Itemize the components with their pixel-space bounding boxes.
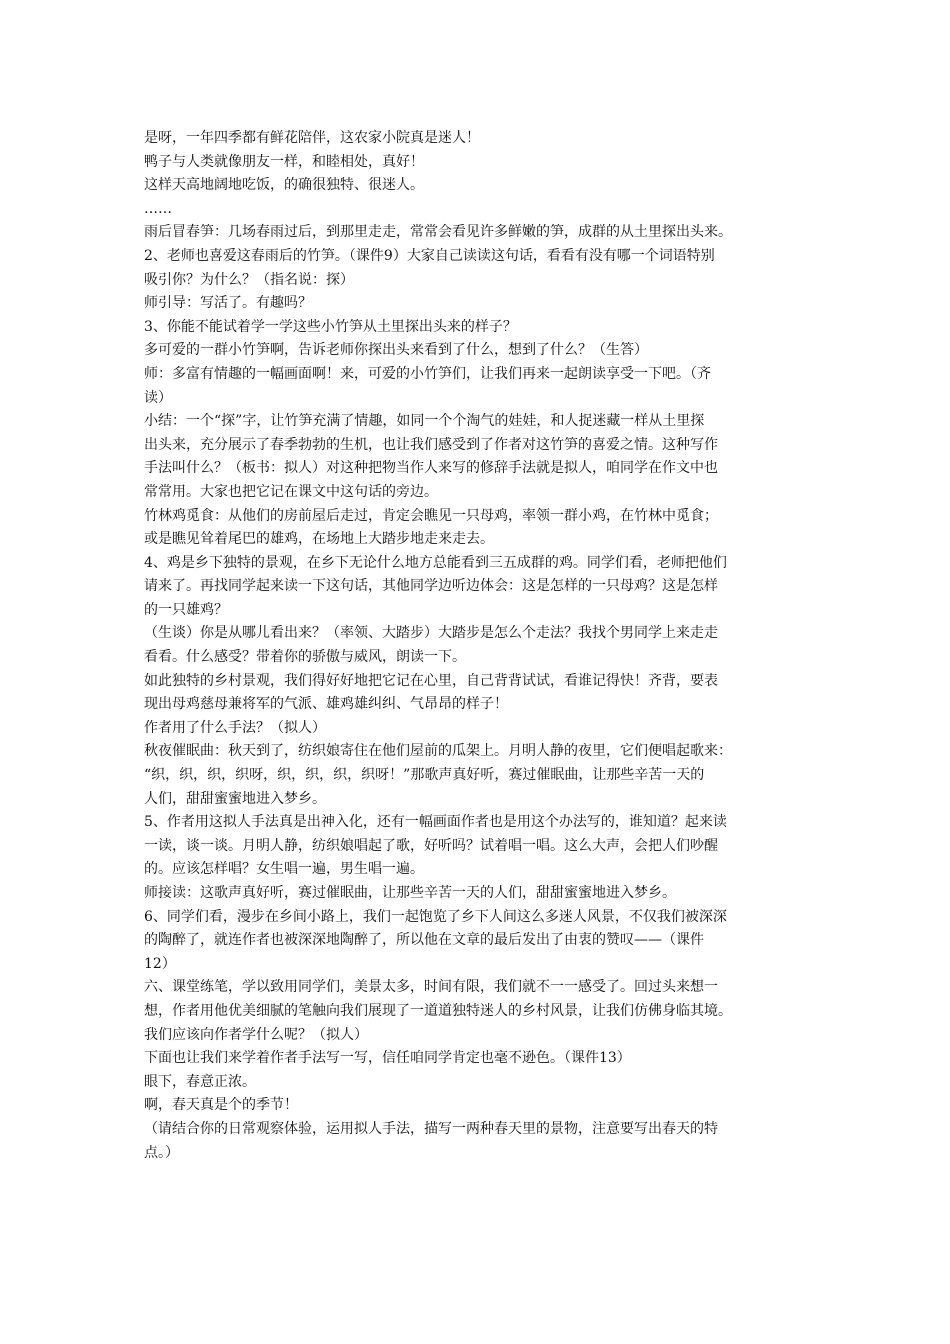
text-line: 5、作者用这拟人手法真是出神入化，还有一幅画面作者也是用这个办法写的，谁知道？起来读 <box>144 814 727 831</box>
text-line: 请来了。再找同学起来读一下这句话，其他同学边听边体会：这是怎样的一只母鸡？这是怎样 <box>144 578 718 595</box>
text-line: 3、你能不能试着学一学这些小竹笋从土里探出头来的样子？ <box>144 318 517 335</box>
text-line: 我们应该向作者学什么呢？（拟人） <box>144 1026 368 1043</box>
text-line: 6、同学们看，漫步在乡间小路上，我们一起饱览了乡下人间这么多迷人风景，不仅我们被深深 <box>144 908 727 925</box>
text-line: 手法叫什么？（板书：拟人）对这种把物当作人来写的修辞手法就是拟人，咱同学在作文中也 <box>144 460 718 477</box>
document-body <box>144 127 814 1165</box>
text-line: 师：多富有情趣的一幅画面啊！来，可爱的小竹笋们，让我们再来一起朗读享受一下吧。（齐 <box>144 365 711 382</box>
text-line: 的。应该怎样唱？女生唱一遍，男生唱一遍。 <box>144 861 424 878</box>
text-line: 这样天高地阔地吃饭，的确很独特、很迷人。 <box>144 177 424 194</box>
text-line: 眼下，春意正浓。 <box>144 1073 256 1090</box>
text-line: 小结：一个“探”字，让竹笋充满了情趣，如同一个个淘气的娃娃，和人捉迷藏一样从土里探 <box>144 413 705 430</box>
text-line: 鸭子与人类就像朋友一样，和睦相处，真好！ <box>144 153 424 170</box>
text-line: 竹林鸡觅食：从他们的房前屋后走过，肯定会瞧见一只母鸡，率领一群小鸡，在竹林中觅食； <box>144 507 718 524</box>
text-line: 如此独特的乡村景观，我们得好好地把它记在心里，自己背背试试，看谁记得快！齐背，要表 <box>144 672 718 689</box>
text-line: 想，作者用他优美细腻的笔触向我们展现了一道道独特迷人的乡村风景，让我们仿佛身临其境。 <box>144 1002 732 1019</box>
text-line: （请结合你的日常观察体验，运用拟人手法，描写一两种春天里的景物，注意要写出春天的特 <box>144 1120 718 1137</box>
text-line: 12） <box>144 955 176 972</box>
text-line: 下面也让我们来学着作者手法写一写，信任咱同学肯定也毫不逊色。（课件13） <box>144 1050 631 1067</box>
text-line: 秋夜催眠曲：秋天到了，纺织娘寄住在他们屋前的瓜架上。月明人静的夜里，它们便唱起歌来： <box>144 743 732 760</box>
text-line: 的一只雄鸡？ <box>144 601 228 618</box>
text-line: 师引导：写活了。有趣吗？ <box>144 295 312 312</box>
text-line: 的陶醉了，就连作者也被深深地陶醉了，所以他在文章的最后发出了由衷的赞叹——（课件 <box>144 932 704 949</box>
ellipsis-line: …… <box>144 200 172 217</box>
text-line: 一读，谈一谈。月明人静，纺织娘唱起了歌，好听吗？试着唱一唱。这么大声，会把人们吵醒 <box>144 837 718 854</box>
text-line: 多可爱的一群小竹笋啊，告诉老师你探出头来看到了什么，想到了什么？（生答） <box>144 342 648 359</box>
text-line: 看看。什么感受？带着你的骄傲与威风，朗读一下。 <box>144 649 466 666</box>
text-line: 2、老师也喜爱这春雨后的竹笋。（课件9）大家自己读读这句话，看看有没有哪一个词语特别 <box>144 247 715 264</box>
text-line: 点。） <box>144 1144 179 1161</box>
text-line: 吸引你？为什么？（指名说：探） <box>144 271 354 288</box>
text-line: 雨后冒春笋：几场春雨过后，到那里走走，常常会看见许多鲜嫩的笋，成群的从土里探出头来。 <box>144 224 732 241</box>
text-line: 六、课堂练笔，学以致用同学们，美景太多，时间有限，我们就不一一感受了。回过头来想一 <box>144 979 718 996</box>
text-line: 4、鸡是乡下独特的景观，在乡下无论什么地方总能看到三五成群的鸡。同学们看，老师把他们 <box>144 554 727 571</box>
text-line: 出头来，充分展示了春季勃勃的生机，也让我们感受到了作者对这竹笋的喜爱之情。这种写作 <box>144 436 718 453</box>
text-line: 是呀，一年四季都有鲜花陪伴，这农家小院真是迷人！ <box>144 130 480 146</box>
text-line: 读） <box>144 389 172 406</box>
text-line: 作者用了什么手法？（拟人） <box>144 719 326 736</box>
text-line: 啊，春天真是个的季节！ <box>144 1097 298 1114</box>
text-line: （生谈）你是从哪儿看出来？（率领、大踏步）大踏步是怎么个走法？我找个男同学上来走走 <box>144 625 718 642</box>
text-line: “织，织，织，织呀，织，织，织，织呀！”那歌声真好听，赛过催眠曲，让那些辛苦一天的 <box>144 767 705 784</box>
text-line: 或是瞧见耸着尾巴的雄鸡，在场地上大踏步地走来走去。 <box>144 531 494 548</box>
text-line: 人们，甜甜蜜蜜地进入梦乡。 <box>144 790 326 807</box>
text-line: 现出母鸡慈母兼将军的气派、雄鸡雄纠纠、气昂昂的样子！ <box>144 696 508 713</box>
text-line: 师接读：这歌声真好听，赛过催眠曲，让那些辛苦一天的人们，甜甜蜜蜜地进入梦乡。 <box>144 885 676 901</box>
text-line: 常常用。大家也把它记在课文中这句话的旁边。 <box>144 483 438 500</box>
